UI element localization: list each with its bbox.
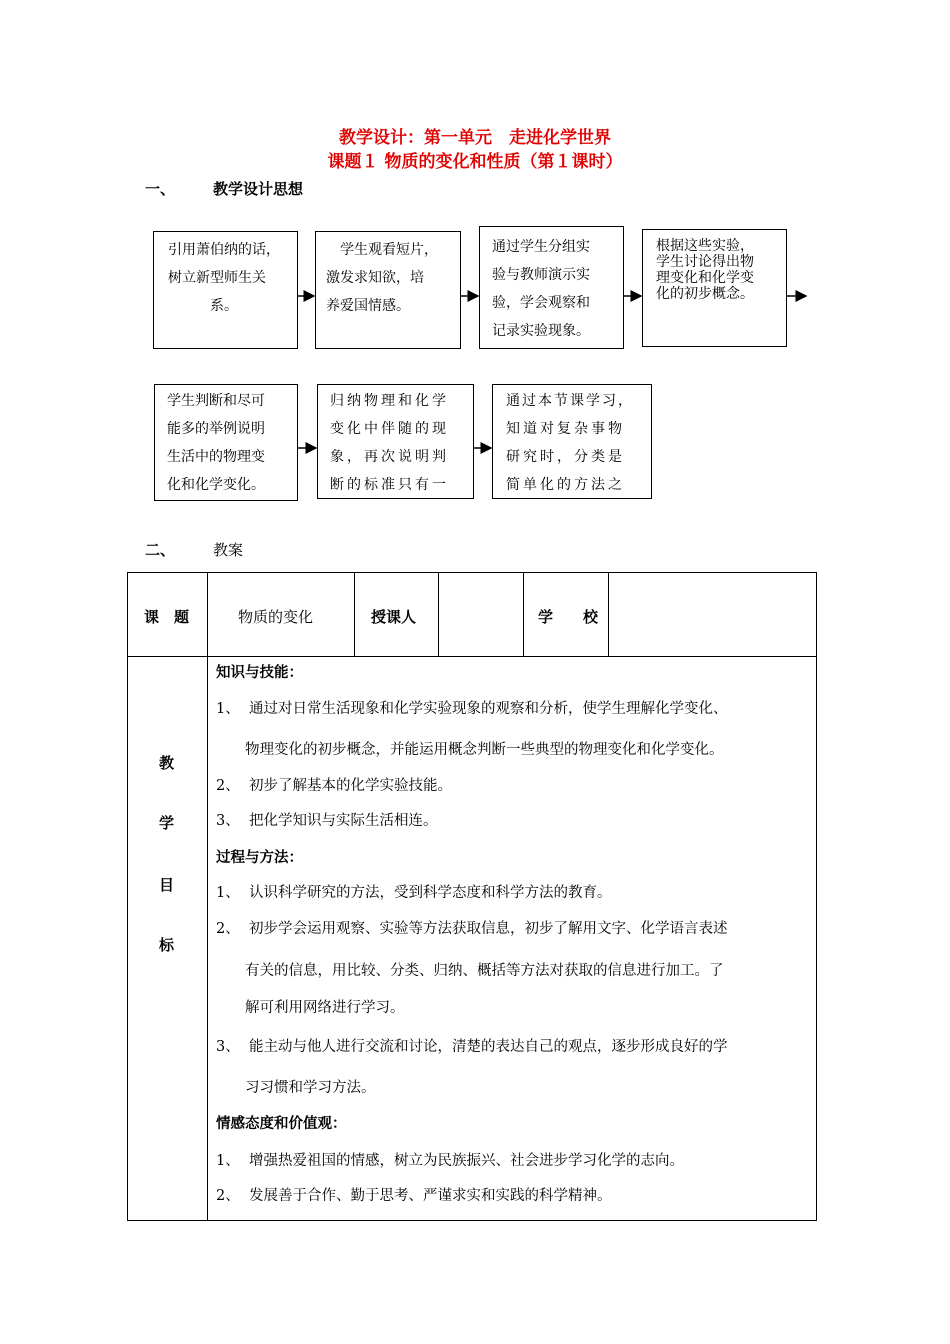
flow-box-7-line3: 研究时，分类是 [506,449,625,465]
flow-box-6-line1: 归纳物理和化学 [330,393,449,409]
flow-box-3-line2: 验与教师演示实 [492,267,590,283]
emotion-line-1: 1、 增强热爱祖国的情感，树立为民族振兴、社会进步学习化学的志向。 [216,1153,684,1169]
flow-arrows [0,0,950,600]
emotion-heading: 情感态度和价值观： [216,1115,347,1132]
flow-box-5-line3: 生活中的物理变 [167,449,265,465]
flow-box-2-line2: 激发求知欲，培 [326,270,424,286]
goals-label-char-2: 学 [159,814,175,832]
knowledge-line-1: 1、 通过对日常生活现象和化学实验现象的观察和分析，使学生理解化学变化、 [216,701,728,717]
school-label: 学 校 [538,608,599,626]
knowledge-line-4: 3、 把化学知识与实际生活相连。 [216,813,438,829]
process-line-5: 3、 能主动与他人进行交流和讨论，清楚的表达自己的观点，逐步形成良好的学 [216,1039,728,1055]
flow-box-5-line2: 能多的举例说明 [167,421,265,437]
section1-number: 一、 [145,180,176,198]
section1-title: 教学设计思想 [213,180,304,198]
goals-label-char-4: 标 [159,936,175,954]
document-title-line1: 教学设计：第一单元 走进化学世界 [339,128,611,148]
flow-box-7-line1: 通过本节课学习， [506,393,634,409]
flow-box-3-line3: 验，学会观察和 [492,295,590,311]
process-line-1: 1、 认识科学研究的方法，受到科学态度和科学方法的教育。 [216,885,612,901]
emotion-line-2: 2、 发展善于合作、勤于思考、严谨求实和实践的科学精神。 [216,1188,612,1204]
flow-box-2-line3: 养爱国情感。 [326,298,410,314]
knowledge-heading: 知识与技能： [216,664,303,681]
flow-box-6-line4: 断的标准只有一 [330,477,449,493]
flow-box-4-line1: 根据这些实验， [656,238,754,254]
flow-box-6-line3: 象，再次说明判 [330,449,449,465]
flow-box-3-line4: 记录实验现象。 [492,323,590,339]
flow-box-5-line4: 化和化学变化。 [167,477,265,493]
process-line-3: 有关的信息，用比较、分类、归纳、概括等方法对获取的信息进行加工。了 [245,963,724,979]
process-heading: 过程与方法： [216,849,303,866]
process-line-2: 2、 初步学会运用观察、实验等方法获取信息，初步了解用文字、化学语言表述 [216,921,728,937]
flow-box-7-line4: 简单化的方法之 [506,477,625,493]
process-line-6: 习习惯和学习方法。 [245,1080,376,1096]
section2-number: 二、 [145,541,176,559]
goals-label-char-3: 目 [159,876,175,894]
flow-box-1-line2: 树立新型师生关 [168,270,266,286]
knowledge-line-2: 物理变化的初步概念，并能运用概念判断一些典型的物理变化和化学变化。 [245,742,724,758]
flow-box-1-line1: 引用萧伯纳的话， [168,242,280,258]
flow-box-4-line2: 学生讨论得出物 [656,254,754,270]
topic-label: 课 题 [144,608,190,626]
flow-box-4-line3: 理变化和化学变 [656,270,754,286]
topic-value: 物质的变化 [238,608,314,626]
flow-box-3-line1: 通过学生分组实 [492,239,590,255]
flow-box-4-line4: 化的初步概念。 [656,286,754,302]
teacher-label: 授课人 [371,608,417,626]
goals-label-char-1: 教 [159,754,175,772]
section2-title: 教案 [213,541,244,559]
flow-box-2-line1: 学生观看短片， [326,242,438,258]
flow-box-7-line2: 知道对复杂事物 [506,421,625,437]
document-title-line2: 课题１ 物质的变化和性质（第１课时） [327,152,623,172]
flow-box-6-line2: 变化中伴随的现 [330,421,449,437]
knowledge-line-3: 2、 初步了解基本的化学实验技能。 [216,778,452,794]
flow-box-5-line1: 学生判断和尽可 [167,393,265,409]
flow-box-1-line3: 系。 [210,298,238,314]
process-line-4: 解可利用网络进行学习。 [245,1000,405,1016]
